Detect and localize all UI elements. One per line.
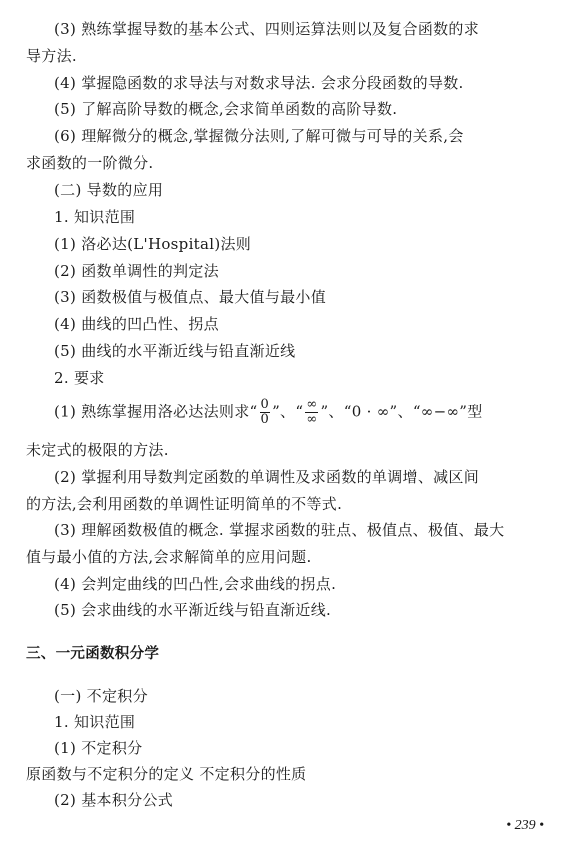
text-line: 的方法,会利用函数的单调性证明简单的不等式. bbox=[26, 495, 343, 513]
text-line: (3) 理解函数极值的概念. 掌握求函数的驻点、极值点、极值、最大 bbox=[54, 521, 505, 539]
text-line: 原函数与不定积分的定义 不定积分的性质 bbox=[26, 765, 307, 783]
text-line: (5) 会求曲线的水平渐近线与铅直渐近线. bbox=[54, 601, 332, 619]
text-line: (4) 曲线的凹凸性、拐点 bbox=[54, 315, 219, 333]
text-line: (2) 函数单调性的判定法 bbox=[54, 262, 219, 280]
page-number: • 239 • bbox=[506, 818, 544, 833]
text-line: (4) 掌握隐函数的求导法与对数求导法. 会求分段函数的导数. bbox=[54, 74, 464, 92]
text-line: 导方法. bbox=[26, 47, 77, 65]
chapter-heading: 三、一元函数积分学 bbox=[26, 646, 160, 662]
text-line: 1. 知识范围 bbox=[54, 208, 136, 226]
text-line: 未定式的极限的方法. bbox=[26, 441, 169, 459]
fraction-denominator: ∞ bbox=[306, 412, 318, 427]
text-line: 求函数的一阶微分. bbox=[26, 154, 154, 172]
text-line: (3) 函数极值与极值点、最大值与最小值 bbox=[54, 288, 327, 306]
text-line: (6) 理解微分的概念,掌握微分法则,了解可微与可导的关系,会 bbox=[54, 127, 464, 145]
text-line: (1) 不定积分 bbox=[54, 739, 143, 757]
text-segment: (1) 熟练掌握用洛必达法则求“ bbox=[54, 402, 258, 421]
fraction-numerator: ∞ bbox=[306, 397, 318, 412]
fraction-zero-over-zero bbox=[260, 398, 271, 427]
fraction-denominator: 0 bbox=[260, 412, 270, 427]
section-heading: (一) 不定积分 bbox=[54, 687, 148, 705]
text-line: (4) 会判定曲线的凹凸性,会求曲线的拐点. bbox=[54, 575, 337, 593]
section-heading: (二) 导数的应用 bbox=[54, 181, 164, 199]
text-line: (3) 熟练掌握导数的基本公式、四则运算法则以及复合函数的求 bbox=[54, 20, 480, 38]
fraction-inf-over-inf bbox=[305, 398, 318, 427]
text-line: (2) 掌握利用导数判定函数的单调性及求函数的单调增、减区间 bbox=[54, 468, 480, 486]
text-line: (2) 基本积分公式 bbox=[54, 791, 174, 809]
text-line: 2. 要求 bbox=[54, 369, 105, 387]
text-segment: ”、“ bbox=[272, 402, 304, 421]
text-line: 值与最小值的方法,会求解简单的应用问题. bbox=[26, 548, 312, 566]
text-line: (1) 洛必达(L'Hospital)法则 bbox=[54, 235, 252, 253]
text-line: 1. 知识范围 bbox=[54, 713, 136, 731]
text-line-with-fractions bbox=[54, 398, 483, 427]
text-line: (5) 曲线的水平渐近线与铅直渐近线 bbox=[54, 342, 296, 360]
fraction-numerator: 0 bbox=[260, 397, 270, 412]
text-line: (5) 了解高阶导数的概念,会求简单函数的高阶导数. bbox=[54, 100, 398, 118]
text-segment: ”、“0 · ∞”、“∞−∞”型 bbox=[320, 402, 483, 421]
